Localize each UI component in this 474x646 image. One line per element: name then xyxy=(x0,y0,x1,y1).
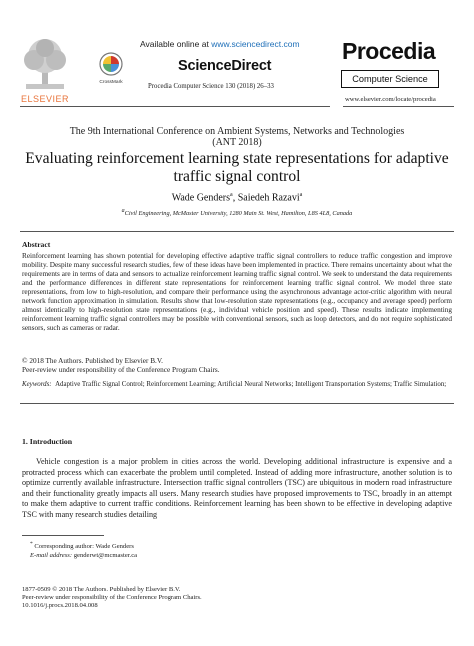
doi[interactable]: 10.1016/j.procs.2018.04.008 xyxy=(22,602,98,610)
affiliation xyxy=(0,208,474,217)
footnote xyxy=(30,540,137,560)
email-label: E-mail address: xyxy=(30,552,73,560)
introduction-heading: 1. Introduction xyxy=(22,437,73,446)
footer-notice xyxy=(22,586,202,611)
author-name: Saiedeh Razavi xyxy=(237,192,300,204)
copyright-line: © 2018 The Authors. Published by Elsevier B.V. xyxy=(22,357,163,365)
email-address[interactable]: genderwt@mcmaster.ca xyxy=(73,552,138,560)
journal-subtitle-box: Computer Science xyxy=(341,70,439,88)
paper-title: Evaluating reinforcement learning state representations for adaptive traffic signal control xyxy=(25,150,449,185)
keywords xyxy=(22,380,452,389)
author-separator: , xyxy=(232,192,238,204)
email-note xyxy=(30,551,137,560)
elsevier-wordmark: ELSEVIER xyxy=(20,94,70,104)
abstract-copyright xyxy=(22,357,452,375)
abstract-body: Reinforcement learning has shown potential for developing effective adaptive traffic signal controllers to reduce traffic congestion and improve mobility. Despite many successful research studies, few of these ideas have been implemented in practice. There remains uncertainty about what the requirements are in terms of data and sensors to actualize reinforcement learning traffic signal control. We seek to understand the data requirements and the performance differences in different state representations for reinforcement learning traffic signal control. We model three state representations, from low to high-resolution, and compare their performance using the asynchronous advantage actor-critic algorithm with neural network function approximation in simulation. Results show that low-resolution state representations (e.g., occupancy and average speed) perform almost identically to high-resolution state representations (e.g., individual vehicle position and speed). These results indicate implementing reinforcement learning traffic signal controllers may be possible with conventional sensors, such as loop detectors, and do not require sophisticated sensors, such as cameras or radar. xyxy=(22,252,453,333)
author-affiliation-mark: a xyxy=(230,192,233,198)
peer-review-line: Peer-review under responsibility of the Conference Program Chairs. xyxy=(22,366,220,375)
footnote-mark: * xyxy=(30,541,33,547)
issn-copyright: 1877-0509 © 2018 The Authors. Published by Elsevier B.V. xyxy=(22,586,181,593)
sciencedirect-wordmark: ScienceDirect xyxy=(178,58,272,74)
corresponding-author-note xyxy=(30,540,137,551)
available-online-label: Available online at xyxy=(140,39,212,49)
corresponding-author: Corresponding author: Wade Genders xyxy=(34,543,134,551)
procedia-wordmark: Procedia xyxy=(342,38,436,64)
sciencedirect-link[interactable]: www.sciencedirect.com xyxy=(211,39,300,49)
keywords-label: Keywords: xyxy=(22,381,52,388)
footer-peer-review: Peer-review under responsibility of the Conference Program Chairs. xyxy=(22,594,202,602)
available-online xyxy=(140,39,300,49)
journal-reference: Procedia Computer Science 130 (2018) 26–33 xyxy=(148,83,274,90)
conference-line-1: The 9th International Conference on Ambient Systems, Networks and Technologies xyxy=(69,126,405,137)
abstract-top-rule xyxy=(20,231,454,232)
conference-line-2: (ANT 2018) xyxy=(212,137,262,148)
author-affiliation-mark: a xyxy=(299,192,303,198)
introduction-body: Vehicle congestion is a major problem in cities across the world. Developing additional infrastructure is expensive and a protracted process which can exacerbate the problem until completed. Instead of adding more infrastructure, another solution is to optimize currently available infrastructure. Intersection traffic signal controllers (TSC) are ubiquitous in modern road infrastructure and their functionality greatly impacts all users. Many research studies have proposed improvements to TSC, broadly in an attempt to make them adaptive to current traffic conditions. Reinforcement learning has been shown to be effective in developing adaptive TSC with many research studies detailing xyxy=(22,457,452,519)
author-name: Wade Genders xyxy=(171,192,231,204)
conference-name xyxy=(0,126,474,148)
abstract-bottom-rule xyxy=(20,403,454,404)
header-rule-left xyxy=(20,106,330,107)
abstract-heading: Abstract xyxy=(22,240,51,249)
affiliation-mark: a xyxy=(121,208,125,214)
crossmark-icon[interactable] xyxy=(99,52,123,78)
header-rule-right xyxy=(343,106,454,107)
keywords-list: Adaptive Traffic Signal Control; Reinforcement Learning; Artificial Neural Networks; Intelligent Transportation Systems; Traffic Simulation; xyxy=(55,381,447,388)
journal-homepage[interactable]: www.elsevier.com/locate/procedia xyxy=(345,96,436,103)
affiliation-text: Civil Engineering, McMaster University, 1280 Main St. West, Hamilton, L8S 4L8, Canada xyxy=(124,210,353,218)
crossmark-label: CrossMark xyxy=(99,80,123,85)
author-list xyxy=(0,192,474,203)
footnote-rule xyxy=(22,535,104,536)
elsevier-tree-logo xyxy=(20,36,70,92)
